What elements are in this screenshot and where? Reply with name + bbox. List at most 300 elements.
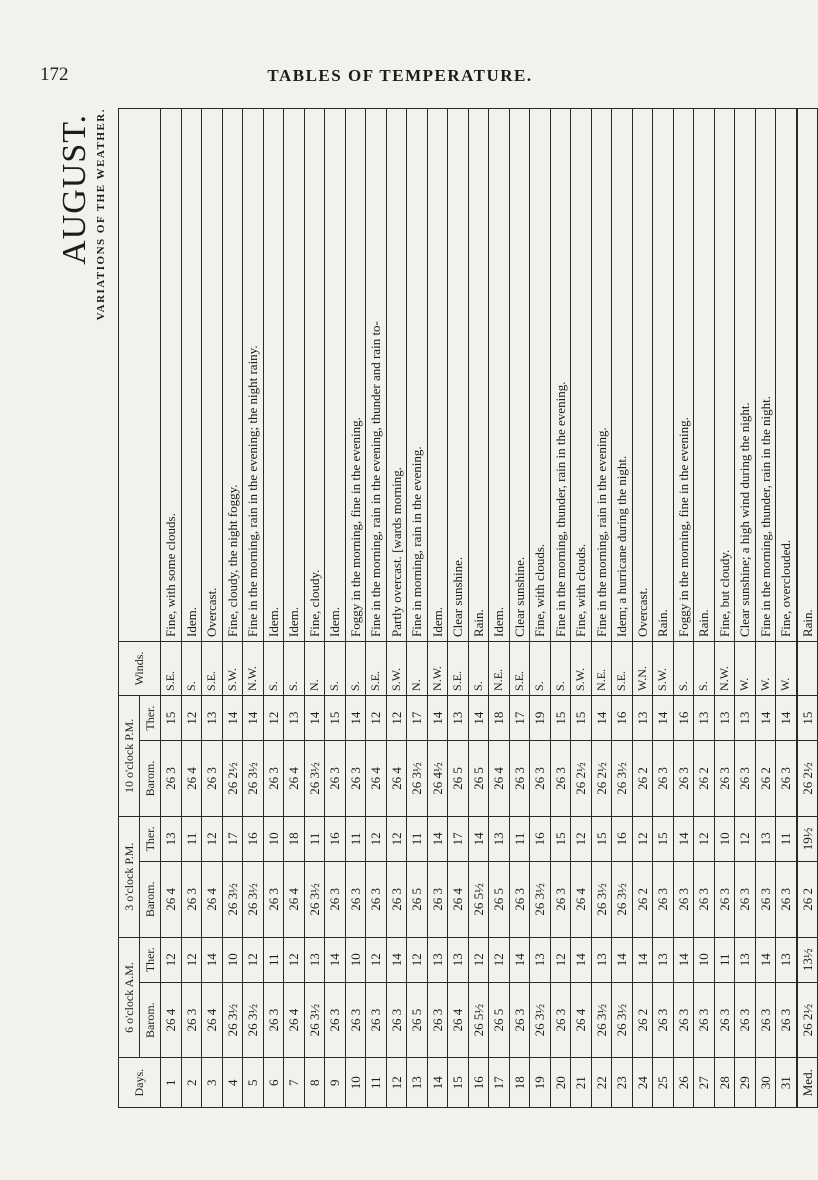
barom-6am-cell: 26 3 bbox=[714, 982, 735, 1058]
day-cell: 19 bbox=[530, 1058, 551, 1108]
barom-10pm-cell: 26 3 bbox=[161, 741, 182, 817]
ther-3pm-cell: 12 bbox=[735, 816, 756, 861]
day-cell: 11 bbox=[366, 1058, 387, 1108]
barom-10pm-cell: 26 3 bbox=[263, 741, 284, 817]
table-row bbox=[181, 109, 202, 1108]
barom-6am-cell: 26 3 bbox=[550, 982, 571, 1058]
barom-6am-cell: 26 3 bbox=[386, 982, 407, 1058]
barom-6am-cell: 26 4 bbox=[448, 982, 469, 1058]
remark-cell: Overcast. bbox=[632, 109, 653, 642]
wind-cell: N. bbox=[304, 642, 325, 696]
barom-3pm-cell: 26 4 bbox=[571, 862, 592, 938]
barom-header: Barom. bbox=[140, 982, 161, 1058]
wind-cell: S. bbox=[263, 642, 284, 696]
table-row bbox=[161, 109, 182, 1108]
barom-3pm-cell: 26 4 bbox=[161, 862, 182, 938]
barom-6am-cell: 26 3 bbox=[509, 982, 530, 1058]
ther-3pm-cell: 16 bbox=[612, 816, 633, 861]
barom-6am-cell: 26 3½ bbox=[304, 982, 325, 1058]
remark-cell: Fine in the morning, rain in the evening. bbox=[591, 109, 612, 642]
ther-3pm-cell: 17 bbox=[448, 816, 469, 861]
ther-6am-cell: 14 bbox=[673, 937, 694, 982]
barom-3pm-cell: 26 3 bbox=[776, 862, 797, 938]
ther-6am-cell: 11 bbox=[714, 937, 735, 982]
ther-10pm-cell: 14 bbox=[222, 695, 243, 740]
barom-10pm-cell: 26 2 bbox=[755, 741, 776, 817]
table-row bbox=[530, 109, 551, 1108]
ther-3pm-cell: 12 bbox=[571, 816, 592, 861]
table-row bbox=[427, 109, 448, 1108]
wind-cell: W. bbox=[776, 642, 797, 696]
ther-10pm-cell: 15 bbox=[571, 695, 592, 740]
table-row bbox=[735, 109, 756, 1108]
barom-3pm-cell: 26 4 bbox=[284, 862, 305, 938]
barom-10pm-cell: 26 2 bbox=[632, 741, 653, 817]
barom-6am-cell: 26 4 bbox=[571, 982, 592, 1058]
barom-10pm-cell: 26 2 bbox=[694, 741, 715, 817]
barom-10pm-cell: 26 3 bbox=[653, 741, 674, 817]
barom-6am-cell: 26 5 bbox=[407, 982, 428, 1058]
remark-cell: Idem. bbox=[263, 109, 284, 642]
barom-3pm-cell: 26 3 bbox=[653, 862, 674, 938]
barom-10pm-cell: 26 4 bbox=[284, 741, 305, 817]
barom-3pm-cell: 26 3½ bbox=[304, 862, 325, 938]
remark-cell: Fine, cloudy, the night foggy. bbox=[222, 109, 243, 642]
barom-6am-cell: 26 4 bbox=[284, 982, 305, 1058]
ther-header: Ther. bbox=[140, 816, 161, 861]
ther-10pm-cell: 18 bbox=[489, 695, 510, 740]
ther-3pm-cell: 13 bbox=[161, 816, 182, 861]
remark-cell: Fine, but cloudy. bbox=[714, 109, 735, 642]
ther-3pm-cell: 19½ bbox=[797, 816, 818, 861]
remark-cell: Rain. bbox=[653, 109, 674, 642]
barom-10pm-cell: 26 4 bbox=[386, 741, 407, 817]
ther-10pm-cell: 14 bbox=[468, 695, 489, 740]
ther-10pm-cell: 15 bbox=[161, 695, 182, 740]
page-heading: TABLES OF TEMPERATURE. bbox=[267, 66, 533, 85]
ther-10pm-cell: 13 bbox=[694, 695, 715, 740]
table-body bbox=[161, 109, 818, 1108]
day-cell: 6 bbox=[263, 1058, 284, 1108]
table-row bbox=[325, 109, 346, 1108]
wind-cell: S.E. bbox=[366, 642, 387, 696]
ther-6am-cell: 13 bbox=[427, 937, 448, 982]
barom-6am-cell: 26 3 bbox=[694, 982, 715, 1058]
table-row bbox=[243, 109, 264, 1108]
wind-cell: S.W. bbox=[653, 642, 674, 696]
ther-6am-cell: 12 bbox=[550, 937, 571, 982]
ther-10pm-cell: 13 bbox=[714, 695, 735, 740]
table-row bbox=[366, 109, 387, 1108]
barom-6am-cell: 26 2½ bbox=[797, 982, 818, 1058]
wind-cell: S.E. bbox=[612, 642, 633, 696]
barom-3pm-cell: 26 3 bbox=[673, 862, 694, 938]
ther-10pm-cell: 19 bbox=[530, 695, 551, 740]
barom-6am-cell: 26 3 bbox=[366, 982, 387, 1058]
wind-cell: S. bbox=[550, 642, 571, 696]
remark-cell: Idem. bbox=[427, 109, 448, 642]
ther-6am-cell: 10 bbox=[345, 937, 366, 982]
ther-6am-cell: 14 bbox=[202, 937, 223, 982]
barom-3pm-cell: 26 4 bbox=[448, 862, 469, 938]
ther-6am-cell: 14 bbox=[755, 937, 776, 982]
table-row bbox=[345, 109, 366, 1108]
weather-table bbox=[118, 108, 818, 1108]
day-cell: 21 bbox=[571, 1058, 592, 1108]
day-cell: 15 bbox=[448, 1058, 469, 1108]
table-row bbox=[653, 109, 674, 1108]
ther-6am-cell: 12 bbox=[489, 937, 510, 982]
ther-10pm-cell: 13 bbox=[284, 695, 305, 740]
barom-6am-cell: 26 3 bbox=[735, 982, 756, 1058]
barom-3pm-cell: 26 3 bbox=[427, 862, 448, 938]
barom-6am-cell: 26 3 bbox=[427, 982, 448, 1058]
ther-10pm-cell: 15 bbox=[550, 695, 571, 740]
table-row bbox=[202, 109, 223, 1108]
barom-6am-cell: 26 3½ bbox=[222, 982, 243, 1058]
barom-10pm-cell: 26 4 bbox=[366, 741, 387, 817]
barom-6am-cell: 26 3 bbox=[325, 982, 346, 1058]
barom-10pm-cell: 26 3½ bbox=[304, 741, 325, 817]
day-cell: 31 bbox=[776, 1058, 797, 1108]
barom-3pm-cell: 26 3 bbox=[735, 862, 756, 938]
wind-cell: S. bbox=[345, 642, 366, 696]
ther-3pm-cell: 14 bbox=[427, 816, 448, 861]
ther-6am-cell: 13 bbox=[591, 937, 612, 982]
ther-3pm-cell: 15 bbox=[653, 816, 674, 861]
ther-10pm-cell: 13 bbox=[448, 695, 469, 740]
ther-3pm-cell: 18 bbox=[284, 816, 305, 861]
ther-10pm-cell: 14 bbox=[304, 695, 325, 740]
remark-cell: Fine in the morning, rain in the evening; the night rainy. bbox=[243, 109, 264, 642]
barom-6am-cell: 26 3 bbox=[181, 982, 202, 1058]
barom-3pm-cell: 26 3½ bbox=[530, 862, 551, 938]
ther-6am-cell: 11 bbox=[263, 937, 284, 982]
remarks-header bbox=[119, 109, 161, 642]
ther-10pm-cell: 16 bbox=[673, 695, 694, 740]
barom-6am-cell: 26 3 bbox=[345, 982, 366, 1058]
ther-3pm-cell: 13 bbox=[755, 816, 776, 861]
barom-6am-cell: 26 5½ bbox=[468, 982, 489, 1058]
day-cell: 22 bbox=[591, 1058, 612, 1108]
wind-cell: S.E. bbox=[202, 642, 223, 696]
group-header-row bbox=[119, 109, 140, 1108]
barom-6am-cell: 26 3½ bbox=[530, 982, 551, 1058]
barom-6am-cell: 26 3 bbox=[653, 982, 674, 1058]
ther-10pm-cell: 15 bbox=[797, 695, 818, 740]
barom-6am-cell: 26 3 bbox=[263, 982, 284, 1058]
wind-cell: N.E. bbox=[489, 642, 510, 696]
barom-3pm-cell: 26 3 bbox=[550, 862, 571, 938]
barom-10pm-cell: 26 3½ bbox=[407, 741, 428, 817]
day-cell: 2 bbox=[181, 1058, 202, 1108]
three-pm-header: 3 o'clock P.M. bbox=[119, 816, 140, 937]
barom-3pm-cell: 26 3 bbox=[345, 862, 366, 938]
remark-cell: Idem. bbox=[489, 109, 510, 642]
ther-3pm-cell: 11 bbox=[776, 816, 797, 861]
table-row bbox=[714, 109, 735, 1108]
ther-6am-cell: 14 bbox=[386, 937, 407, 982]
remark-cell: Foggy in the morning, fine in the evening. bbox=[673, 109, 694, 642]
day-cell: 17 bbox=[489, 1058, 510, 1108]
barom-6am-cell: 26 2 bbox=[632, 982, 653, 1058]
day-cell: 9 bbox=[325, 1058, 346, 1108]
ther-6am-cell: 14 bbox=[571, 937, 592, 982]
remark-cell: Fine in the morning, thunder, rain in the evening. bbox=[550, 109, 571, 642]
wind-cell: S. bbox=[284, 642, 305, 696]
barom-6am-cell: 26 3½ bbox=[243, 982, 264, 1058]
winds-header: Winds. bbox=[119, 642, 161, 696]
table-row bbox=[489, 109, 510, 1108]
ther-6am-cell: 13 bbox=[304, 937, 325, 982]
day-cell: 27 bbox=[694, 1058, 715, 1108]
ther-6am-cell: 12 bbox=[468, 937, 489, 982]
ther-10pm-cell: 14 bbox=[427, 695, 448, 740]
days-header: Days. bbox=[119, 1058, 161, 1108]
remark-cell: Fine, with clouds. bbox=[571, 109, 592, 642]
ther-10pm-cell: 12 bbox=[181, 695, 202, 740]
remark-cell: Fine in the morning, thunder, rain in the night. bbox=[755, 109, 776, 642]
remark-cell: Rain. bbox=[468, 109, 489, 642]
barom-3pm-cell: 26 3 bbox=[386, 862, 407, 938]
barom-header: Barom. bbox=[140, 862, 161, 938]
table-row bbox=[468, 109, 489, 1108]
day-cell: 25 bbox=[653, 1058, 674, 1108]
barom-10pm-cell: 26 5 bbox=[448, 741, 469, 817]
weather-table-sheet bbox=[56, 108, 815, 1108]
ther-3pm-cell: 12 bbox=[386, 816, 407, 861]
day-cell: 26 bbox=[673, 1058, 694, 1108]
barom-10pm-cell: 26 2½ bbox=[571, 741, 592, 817]
barom-10pm-cell: 26 3 bbox=[550, 741, 571, 817]
table-subtitle: VARIATIONS OF THE WEATHER. bbox=[95, 108, 107, 321]
wind-cell: S. bbox=[673, 642, 694, 696]
barom-3pm-cell: 26 3 bbox=[263, 862, 284, 938]
remark-cell: Clear sunshine. bbox=[448, 109, 469, 642]
barom-10pm-cell: 26 3 bbox=[776, 741, 797, 817]
day-cell: 7 bbox=[284, 1058, 305, 1108]
wind-cell: N.E. bbox=[591, 642, 612, 696]
ten-pm-header: 10 o'clock P.M. bbox=[119, 695, 140, 816]
barom-6am-cell: 26 5 bbox=[489, 982, 510, 1058]
ther-3pm-cell: 12 bbox=[694, 816, 715, 861]
remark-cell: Rain. bbox=[694, 109, 715, 642]
remark-cell: Partly overcast. [wards morning. bbox=[386, 109, 407, 642]
ther-10pm-cell: 14 bbox=[345, 695, 366, 740]
ther-10pm-cell: 16 bbox=[612, 695, 633, 740]
ther-header: Ther. bbox=[140, 937, 161, 982]
barom-3pm-cell: 26 4 bbox=[202, 862, 223, 938]
table-title-block bbox=[58, 108, 112, 1108]
remark-cell: Foggy in the morning, fine in the evening. bbox=[345, 109, 366, 642]
table-row bbox=[284, 109, 305, 1108]
wind-cell: S.E. bbox=[161, 642, 182, 696]
ther-3pm-cell: 12 bbox=[202, 816, 223, 861]
ther-6am-cell: 12 bbox=[243, 937, 264, 982]
barom-3pm-cell: 26 3½ bbox=[243, 862, 264, 938]
barom-10pm-cell: 26 3½ bbox=[243, 741, 264, 817]
barom-10pm-cell: 26 3 bbox=[735, 741, 756, 817]
remark-cell: Fine, overclouded. bbox=[776, 109, 797, 642]
remark-cell: Idem. bbox=[181, 109, 202, 642]
table-row bbox=[776, 109, 797, 1108]
table-row bbox=[448, 109, 469, 1108]
ther-3pm-cell: 11 bbox=[181, 816, 202, 861]
ther-6am-cell: 12 bbox=[407, 937, 428, 982]
table-row bbox=[222, 109, 243, 1108]
barom-10pm-cell: 26 3 bbox=[325, 741, 346, 817]
wind-cell: S.W. bbox=[386, 642, 407, 696]
wind-cell: S. bbox=[181, 642, 202, 696]
day-cell: 30 bbox=[755, 1058, 776, 1108]
table-row bbox=[673, 109, 694, 1108]
day-cell: 23 bbox=[612, 1058, 633, 1108]
wind-cell: S. bbox=[694, 642, 715, 696]
barom-3pm-cell: 26 3½ bbox=[222, 862, 243, 938]
table-row bbox=[571, 109, 592, 1108]
barom-3pm-cell: 26 3 bbox=[325, 862, 346, 938]
barom-3pm-cell: 26 2 bbox=[797, 862, 818, 938]
table-row bbox=[407, 109, 428, 1108]
barom-10pm-cell: 26 3 bbox=[345, 741, 366, 817]
day-cell: 20 bbox=[550, 1058, 571, 1108]
ther-6am-cell: 13 bbox=[448, 937, 469, 982]
ther-6am-cell: 12 bbox=[366, 937, 387, 982]
remark-cell: Fine, with some clouds. bbox=[161, 109, 182, 642]
barom-6am-cell: 26 4 bbox=[161, 982, 182, 1058]
ther-10pm-cell: 14 bbox=[755, 695, 776, 740]
day-cell: 28 bbox=[714, 1058, 735, 1108]
barom-3pm-cell: 26 3 bbox=[509, 862, 530, 938]
ther-6am-cell: 14 bbox=[632, 937, 653, 982]
barom-10pm-cell: 26 4½ bbox=[427, 741, 448, 817]
table-row bbox=[304, 109, 325, 1108]
wind-cell: N.W. bbox=[427, 642, 448, 696]
ther-3pm-cell: 12 bbox=[632, 816, 653, 861]
wind-cell: S.E. bbox=[448, 642, 469, 696]
remark-cell: Clear sunshine; a high wind during the night. bbox=[735, 109, 756, 642]
ther-10pm-cell: 14 bbox=[653, 695, 674, 740]
barom-6am-cell: 26 3½ bbox=[591, 982, 612, 1058]
wind-cell bbox=[797, 642, 818, 696]
ther-3pm-cell: 11 bbox=[407, 816, 428, 861]
barom-3pm-cell: 26 3 bbox=[366, 862, 387, 938]
ther-6am-cell: 10 bbox=[222, 937, 243, 982]
wind-cell: W. bbox=[755, 642, 776, 696]
ther-10pm-cell: 14 bbox=[591, 695, 612, 740]
six-am-header: 6 o'clock A.M. bbox=[119, 937, 140, 1058]
wind-cell: N.W. bbox=[243, 642, 264, 696]
wind-cell: W. bbox=[735, 642, 756, 696]
barom-10pm-cell: 26 2½ bbox=[591, 741, 612, 817]
wind-cell: W.N. bbox=[632, 642, 653, 696]
barom-3pm-cell: 26 3 bbox=[714, 862, 735, 938]
ther-10pm-cell: 12 bbox=[386, 695, 407, 740]
ther-3pm-cell: 11 bbox=[345, 816, 366, 861]
day-cell: 12 bbox=[386, 1058, 407, 1108]
ther-6am-cell: 10 bbox=[694, 937, 715, 982]
day-cell: 29 bbox=[735, 1058, 756, 1108]
barom-3pm-cell: 26 3½ bbox=[591, 862, 612, 938]
ther-10pm-cell: 14 bbox=[776, 695, 797, 740]
ther-3pm-cell: 16 bbox=[530, 816, 551, 861]
day-cell: 18 bbox=[509, 1058, 530, 1108]
ther-10pm-cell: 13 bbox=[632, 695, 653, 740]
table-row bbox=[591, 109, 612, 1108]
barom-6am-cell: 26 3½ bbox=[612, 982, 633, 1058]
table-row bbox=[550, 109, 571, 1108]
ther-6am-cell: 12 bbox=[284, 937, 305, 982]
day-cell: 8 bbox=[304, 1058, 325, 1108]
ther-10pm-cell: 13 bbox=[202, 695, 223, 740]
barom-header: Barom. bbox=[140, 741, 161, 817]
barom-3pm-cell: 26 3½ bbox=[612, 862, 633, 938]
ther-6am-cell: 13 bbox=[735, 937, 756, 982]
barom-6am-cell: 26 3 bbox=[776, 982, 797, 1058]
ther-10pm-cell: 17 bbox=[407, 695, 428, 740]
barom-3pm-cell: 26 3 bbox=[694, 862, 715, 938]
barom-3pm-cell: 26 5 bbox=[489, 862, 510, 938]
remark-cell: Fine, with clouds. bbox=[530, 109, 551, 642]
day-cell: 5 bbox=[243, 1058, 264, 1108]
ther-10pm-cell: 15 bbox=[325, 695, 346, 740]
ther-6am-cell: 13½ bbox=[797, 937, 818, 982]
wind-cell: S. bbox=[468, 642, 489, 696]
table-row bbox=[632, 109, 653, 1108]
ther-10pm-cell: 14 bbox=[243, 695, 264, 740]
ther-10pm-cell: 13 bbox=[735, 695, 756, 740]
barom-10pm-cell: 26 3 bbox=[530, 741, 551, 817]
ther-6am-cell: 12 bbox=[161, 937, 182, 982]
ther-6am-cell: 13 bbox=[530, 937, 551, 982]
remark-cell: Idem. bbox=[325, 109, 346, 642]
remark-cell: Idem; a hurricane during the night. bbox=[612, 109, 633, 642]
day-cell: 3 bbox=[202, 1058, 223, 1108]
day-cell: 16 bbox=[468, 1058, 489, 1108]
ther-3pm-cell: 11 bbox=[304, 816, 325, 861]
ther-3pm-cell: 10 bbox=[714, 816, 735, 861]
remark-cell: Overcast. bbox=[202, 109, 223, 642]
barom-6am-cell: 26 4 bbox=[202, 982, 223, 1058]
wind-cell: N.W. bbox=[714, 642, 735, 696]
ther-3pm-cell: 16 bbox=[243, 816, 264, 861]
table-row bbox=[386, 109, 407, 1108]
day-cell: 24 bbox=[632, 1058, 653, 1108]
ther-6am-cell: 14 bbox=[325, 937, 346, 982]
remark-cell: Fine in morning, rain in the evening. bbox=[407, 109, 428, 642]
ther-6am-cell: 13 bbox=[653, 937, 674, 982]
table-row bbox=[755, 109, 776, 1108]
barom-3pm-cell: 26 5½ bbox=[468, 862, 489, 938]
remark-cell: Fine in the morning, rain in the evening, thunder and rain to- bbox=[366, 109, 387, 642]
ther-3pm-cell: 11 bbox=[509, 816, 530, 861]
barom-10pm-cell: 26 4 bbox=[181, 741, 202, 817]
ther-6am-cell: 14 bbox=[612, 937, 633, 982]
ther-3pm-cell: 13 bbox=[489, 816, 510, 861]
ther-3pm-cell: 12 bbox=[366, 816, 387, 861]
barom-3pm-cell: 26 3 bbox=[181, 862, 202, 938]
barom-6am-cell: 26 3 bbox=[673, 982, 694, 1058]
day-cell: 14 bbox=[427, 1058, 448, 1108]
barom-10pm-cell: 26 2½ bbox=[222, 741, 243, 817]
wind-cell: S. bbox=[530, 642, 551, 696]
barom-3pm-cell: 26 2 bbox=[632, 862, 653, 938]
remark-cell: Fine, cloudy. bbox=[304, 109, 325, 642]
day-cell: 10 bbox=[345, 1058, 366, 1108]
wind-cell: S.W. bbox=[222, 642, 243, 696]
remark-cell: Idem. bbox=[284, 109, 305, 642]
table-row bbox=[509, 109, 530, 1108]
